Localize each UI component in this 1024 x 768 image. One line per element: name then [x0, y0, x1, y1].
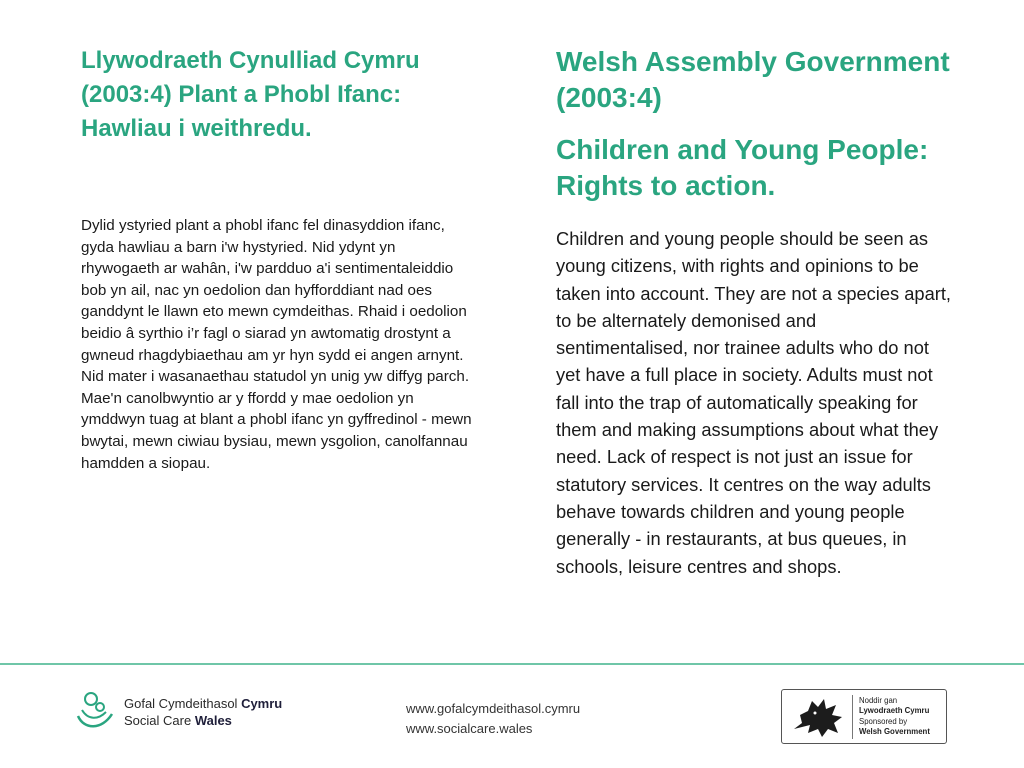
url-english-link[interactable]: www.socialcare.wales	[406, 721, 533, 736]
logo-name-welsh: Gofal Cymdeithasol Cymru	[124, 696, 283, 711]
sponsor-line2: Lywodraeth Cymru	[859, 706, 930, 715]
english-subheading: Children and Young People: Rights to action.	[556, 134, 929, 201]
social-care-wales-logo	[74, 690, 282, 734]
welsh-heading: Llywodraeth Cynulliad Cymru (2003:4) Plant a Phobl Ifanc: Hawliau i weithredu.	[81, 47, 420, 142]
english-body-text: Children and young people should be seen as young citizens, with rights and opinions to be taken into account. They are not a species apart, to be alternately demonised and sentimentalised, nor trainee adults who do not yet have a full place in society. Adults must not fall into the trap of automatically speaking for them and making assumptions about what they need. Lack of respect is not just an issue for statutory services. It centres on the way adults behave towards children and young people generally - in restaurants, at bus queues, in schools, leisure centres and shops.	[556, 228, 951, 577]
sponsor-line4: Welsh Government	[859, 727, 930, 736]
welsh-column	[81, 44, 481, 146]
url-welsh-link[interactable]: www.gofalcymdeithasol.cymru	[406, 701, 581, 716]
logo-name-english: Social Care Wales	[124, 713, 232, 728]
dragon-icon	[788, 693, 848, 741]
welsh-government-sponsor-badge	[781, 689, 947, 744]
welsh-body-text: Dylid ystyried plant a phobl ifanc fel dinasyddion ifanc, gyda hawliau a barn i'w hystyried. Nid ydynt yn rhywogaeth ar wahân, i'w pardduo a'i sentimentaleiddio bob yn ail, nac yn oedolion dan hyfforddiant nad oes ganddynt le llawn eto mewn cymdeithas. Rhaid i oedolion beidio â syrthio i’r fagl o siarad yn awtomatig drostynt a gwneud rhagdybiaethau am yr hyn sydd ei angen arnynt. Nid mater i wasanaethau statudol yn unig yw diffyg parch. Mae'n canolbwyntio ar y ffordd y mae oedolion yn ymddwyn tuag at blant a phobl ifanc yn gyffredinol - mewn bwytai, mewn ciwiau bysiau, mewn ysgolion, canolfannau hamdden a siopau.	[81, 217, 472, 472]
sponsor-line3: Sponsored by	[859, 716, 908, 726]
footer-divider	[0, 663, 1024, 665]
english-heading: Welsh Assembly Government (2003:4)	[556, 46, 950, 113]
badge-separator	[852, 695, 853, 739]
english-column	[556, 44, 956, 580]
sponsor-line1: Noddir gan	[859, 695, 898, 705]
people-logo-icon	[74, 690, 118, 734]
footer-urls	[406, 699, 580, 739]
